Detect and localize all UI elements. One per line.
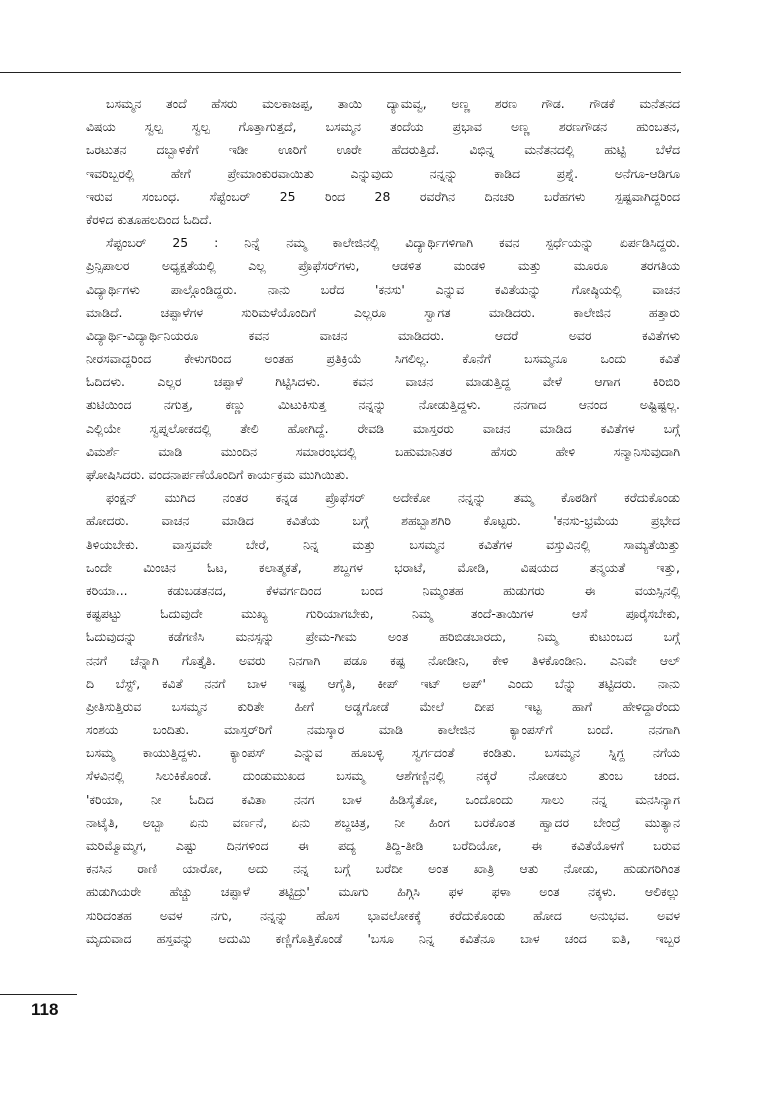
text-line: ದಿ ಬೆಸ್ಟ್, ಕವಿತೆ ನನಗೆ ಬಾಳ ಇಷ್ಟ ಆಗೈತಿ, ಕೀಪ್ ಇಟ್ ಅಪ್' ಎಂದು ಬೆನ್ನು ತಟ್ಟಿದರು. ನಾನು: [86, 675, 680, 691]
text-line: ಸಂಶಯ ಬಂದಿತು. ಮಾಸ್ತರ್‌ರಿಗೆ ನಮಸ್ಕಾರ ಮಾಡಿ ಕಾಲೇಜಿನ ಕ್ಯಾಂಪಸ್‌ಗೆ ಬಂದೆ. ನನಗಾಗಿ: [86, 722, 680, 738]
text-line: ಪ್ರೀತಿಸುತ್ತಿರುವ ಬಸಮ್ಮನ ಕುರಿತೇ ಹೀಗೆ ಅಡ್ಡಗೋಡೆ ಮೇಲೆ ದೀಪ ಇಟ್ಟ ಹಾಗೆ ಹೇಳಿದ್ದಾರೆಂದು: [86, 698, 680, 714]
text-line: ಬಸಮ್ಮ ಕಾಯುತ್ತಿದ್ದಳು. ಕ್ಯಾಂಪಸ್ ಎನ್ನುವ ಹೂಬಳ್ಳಿ ಸ್ವರ್ಗದಂತೆ ಕಂಡಿತು. ಬಸಮ್ಮನ ಸ್ನಿಗ್ದ ನಗೆಯ: [86, 745, 680, 761]
text-line: ತುಟಿಯಿಂದ ನಗುತ್ತ, ಕಣ್ಣು ಮಿಟುಕಿಸುತ್ತ ನನ್ನನ್ನು ನೋಡುತ್ತಿದ್ದಳು. ನನಗಾದ ಆನಂದ ಅಷ್ಟಿಷ್ಟಲ್ಲ.: [86, 397, 680, 413]
footer-rule: [0, 994, 77, 995]
text-line: ಕಷ್ಟಪಟ್ಟು ಓದುವುದೇ ಮುಖ್ಯ ಗುರಿಯಾಗಬೇಕು, ನಿಮ್ಮ ತಂದೆ-ತಾಯಿಗಳ ಆಸೆ ಪೂರೈಸಬೇಕು,: [86, 606, 680, 622]
text-line: ಘೋಷಿಸಿದರು. ವಂದನಾರ್ಪಣೆಯೊಂದಿಗೆ ಕಾರ್ಯಕ್ರಮ ಮುಗಿಯಿತು.: [86, 467, 349, 482]
text-line: ಒಂದೇ ಮಿಂಚಿನ ಓಟ, ಕಲಾತ್ಮಕತೆ, ಶಬ್ದಗಳ ಭರಾಟೆ, ಮೋಡಿ, ವಿಷಯದ ತನ್ಮಯತೆ ಇತ್ತು,: [86, 559, 680, 575]
text-line: ಕನಸಿನ ರಾಣಿ ಯಾರೋ, ಅದು ನನ್ನ ಬಗ್ಗೆ ಬರೆದೀ ಅಂತ ಖಾತ್ರಿ ಆತು ನೋಡು, ಹುಡುಗರಿಗಿಂತ: [86, 861, 680, 877]
text-line: ಮರಿಮ್ಮೊಮ್ಮಗ, ಎಷ್ಟು ದಿನಗಳಿಂದ ಈ ಪದ್ಯ ತಿದ್ದಿ-ತೀಡಿ ಬರೆದಿಯೋ, ಈ ಕವಿತೆಯೊಳಗೆ ಬರುವ: [86, 838, 680, 853]
text-line: ಸೆಪ್ಟಂಬರ್ 25 : ನಿನ್ನೆ ನಮ್ಮ ಕಾಲೇಜಿನಲ್ಲಿ ವಿದ್ಯಾರ್ಥಿಗಳಿಗಾಗಿ ಕವನ ಸ್ಪರ್ಧೆಯನ್ನು ಏರ್ಪಡಿಸಿದ್ದರು.: [106, 235, 680, 251]
text-line: ಓದಿದಳು. ಎಲ್ಲರ ಚಪ್ಪಾಳೆ ಗಿಟ್ಟಿಸಿದಳು. ಕವನ ವಾಚನ ಮಾಡುತ್ತಿದ್ದ ವೇಳೆ ಆಗಾಗ ಕಿರಿಬಿರಿ: [86, 374, 680, 390]
text-line: ಎಲ್ಲಿಯೇ ಸ್ವಪ್ನಲೋಕದಲ್ಲಿ ತೇಲಿ ಹೋಗಿದ್ದೆ. ರೇವಡಿ ಮಾಸ್ತರರು ವಾಚನ ಮಾಡಿದ ಕವಿತೆಗಳ ಬಗ್ಗೆ: [86, 420, 680, 436]
text-line: ಕರಿಯಾ... ಕಡುಬಡತನದ, ಕೆಳವರ್ಗದಿಂದ ಬಂದ ನಿಮ್ಮಂತಹ ಹುಡುಗರು ಈ ವಯಸ್ಸಿನಲ್ಲಿ: [86, 582, 680, 598]
text-line: ನನಗೆ ಚೆನ್ನಾಗಿ ಗೊತ್ತೈತಿ. ಅವರು ನಿನಗಾಗಿ ಪಡೂ ಕಷ್ಟ ನೋಡೀನಿ, ಕೇಳಿ ತಿಳಕೊಂಡೀನಿ. ಎನಿವೇ ಆಲ್: [86, 652, 680, 668]
top-rule: [0, 72, 681, 73]
text-line: ಒರಟುತನ ದಬ್ಬಾಳಿಕೆಗೆ ಇಡೀ ಊರಿಗೆ ಊರೇ ಹೆದರುತ್ತಿದೆ. ವಿಭಿನ್ನ ಮನೆತನದಲ್ಲಿ ಹುಟ್ಟಿ ಬೆಳೆದ: [86, 142, 680, 158]
text-line: ವಿಮರ್ಶೆ ಮಾಡಿ ಮುಂದಿನ ಸಮಾರಂಭದಲ್ಲಿ ಬಹುಮಾನಿತರ ಹೆಸರು ಹೇಳಿ ಸನ್ಮಾನಿಸುವುದಾಗಿ: [86, 443, 680, 459]
text-line: 'ಕರಿಯಾ, ನೀ ಓದಿದ ಕವಿತಾ ನನಗ ಬಾಳ ಹಿಡಿಸೈತೋ, ಒಂದೊಂದು ಸಾಲು ನನ್ನ ಮನಸಿನ್ಯಾಗ: [86, 791, 680, 807]
text-line: ಸುರಿದಂತಹ ಅವಳ ನಗು, ನನ್ನನ್ನು ಹೊಸ ಭಾವಲೋಕಕ್ಕೆ ಕರೆದುಕೊಂಡು ಹೋದ ಅನುಭವ. ಅವಳ: [86, 907, 680, 923]
text-line: ಕೆರಳಿದ ಕುತೂಹಲದಿಂದ ಓದಿದೆ.: [86, 211, 213, 227]
text-line: ವಿದ್ಯಾರ್ಥಿ-ವಿದ್ಯಾರ್ಥಿನಿಯರೂ ಕವನ ವಾಚನ ಮಾಡಿದರು. ಆದರೆ ಅವರ ಕವಿತೆಗಳು: [86, 327, 680, 343]
text-line: ಇವರಿಬ್ಬರಲ್ಲಿ ಹೇಗೆ ಪ್ರೇಮಾಂಕುರವಾಯಿತು ಎನ್ನುವುದು ನನ್ನನ್ನು ಕಾಡಿದ ಪ್ರಶ್ನೆ. ಅನೆಗೂ-ಆಡಿಗೂ: [86, 165, 680, 181]
text-line: ಇರುವ ಸಂಬಂಧ. ಸೆಪ್ಟೆಂಬರ್ 25 ರಿಂದ 28 ರವರೆಗಿನ ದಿನಚರಿ ಬರೆಹಗಳು ಸ್ಪಷ್ಟವಾಗಿದ್ದರಿಂದ: [86, 188, 680, 204]
text-line: ಮೃದುವಾದ ಹಸ್ತವನ್ನು ಅದುಮಿ ಕಣ್ಣಿಗೊತ್ತಿಕೊಂಡೆ 'ಬಸೂ ನಿನ್ನ ಕವಿತೆನೂ ಬಾಳ ಚಂದ ಐತಿ, ಇಬ್ಬರ: [86, 930, 680, 946]
text-line: ಪ್ರಿನ್ಸಿಪಾಲರ ಅಧ್ಯಕ್ಷತೆಯಲ್ಲಿ ಎಲ್ಲ ಪ್ರೊಫೆಸರ್‌ಗಳು, ಆಡಳಿತ ಮಂಡಳಿ ಮತ್ತು ಮೂರೂ ತರಗತಿಯ: [86, 258, 680, 274]
text-line: ಸೆಳವಿನಲ್ಲಿ ಸಿಲುಕಿಕೊಂಡೆ. ದುಂಡುಮುಖದ ಬಸಮ್ಮ ಆಶೆಗಣ್ಣಿನಲ್ಲಿ ನಕ್ಕರೆ ನೋಡಲು ತುಂಬ ಚಂದ.: [86, 768, 680, 784]
text-line: ವಿದ್ಯಾರ್ಥಿಗಳು ಪಾಲ್ಗೊಂಡಿದ್ದರು. ನಾನು ಬರೆದ 'ಕನಸು' ಎನ್ನುವ ಕವಿತೆಯನ್ನು ಗೋಷ್ಠಿಯಲ್ಲಿ ವಾಚನ: [86, 281, 680, 297]
text-line: ಹುಡುಗಿಯರೇ ಹೆಚ್ಚು ಚಪ್ಪಾಳೆ ತಟ್ಟಿದ್ರು' ಮೂಗು ಹಿಗ್ಗಿಸಿ ಫಳ ಫಳಾ ಅಂತ ನಕ್ಕಳು. ಆಲಿಕಲ್ಲು: [86, 884, 680, 900]
text-line: ಮಾಡಿದೆ. ಚಪ್ಪಾಳೆಗಳ ಸುರಿಮಳೆಯೊಂದಿಗೆ ಎಲ್ಲರೂ ಸ್ವಾಗತ ಮಾಡಿದರು. ಕಾಲೇಜಿನ ಹತ್ತಾರು: [86, 304, 680, 320]
page-body: [86, 92, 680, 973]
text-line: ಫಂಕ್ಷನ್ ಮುಗಿದ ನಂತರ ಕನ್ನಡ ಪ್ರೊಫೆಸರ್ ಅದೇಕೋ ನನ್ನನ್ನು ತಮ್ಮ ಕೊಠಡಿಗೆ ಕರೆದುಕೊಂಡು: [106, 490, 680, 506]
text-line: ಹೋದರು. ವಾಚನ ಮಾಡಿದ ಕವಿತೆಯ ಬಗ್ಗೆ ಶಹಬ್ಬಾಶಗಿರಿ ಕೊಟ್ಟರು. 'ಕನಸು-ಭ್ರಮೆಯ ಪ್ರಭೇದ: [86, 513, 680, 529]
page-number: 118: [31, 1000, 59, 1019]
text-line: ತಿಳಿಯಬೇಕು. ವಾಸ್ತವವೇ ಬೇರೆ, ನಿನ್ನ ಮತ್ತು ಬಸಮ್ಮನ ಕವಿತೆಗಳ ವಸ್ತುವಿನಲ್ಲಿ ಸಾಮ್ಯತೆಯಿತ್ತು: [86, 536, 680, 552]
text-line: ಬಸಮ್ಮನ ತಂದೆ ಹೆಸರು ಮಲಕಾಜಪ್ಪ, ತಾಯಿ ದ್ಯಾಮವ್ವ, ಅಣ್ಣ ಶರಣ ಗೌಡ. ಗೌಡಕೆ ಮನೆತನದ: [106, 96, 680, 111]
text-line: ಓದುವುದನ್ನು ಕಡೆಗಣಿಸಿ ಮನಸ್ಸನ್ನು ಪ್ರೇಮ-ಗೀಮ ಅಂತ ಹರಿಬಿಡಬಾರದು, ನಿಮ್ಮ ಕುಟುಂಬದ ಬಗ್ಗೆ: [86, 629, 680, 645]
text-line: ನೀರಸವಾದ್ದರಿಂದ ಕೇಳುಗರಿಂದ ಅಂತಹ ಪ್ರತಿಕ್ರಿಯೆ ಸಿಗಲಿಲ್ಲ. ಕೊನೆಗೆ ಬಸಮ್ಮನೂ ಒಂದು ಕವಿತೆ: [86, 351, 680, 367]
text-line: ವಿಷಯ ಸ್ವಲ್ಪ ಸ್ವಲ್ಪ ಗೊತ್ತಾಗುತ್ತದೆ, ಬಸಮ್ಮನ ತಂದೆಯ ಪ್ರಭಾವ ಅಣ್ಣ ಶರಣಗೌಡನ ಹುಂಬತನ,: [86, 119, 680, 135]
text-line: [86, 950, 680, 973]
text-line: ನಾಟೈತಿ, ಅಬ್ಬಾ ಏನು ವರ್ಣನೆ, ಏನು ಶಬ್ದಚಿತ್ರ, ನೀ ಹಿಂಗ ಬರಕೊಂತ ಹ್ವಾದರ ಬೇಂದ್ರೆ ಮುತ್ಯಾನ: [86, 814, 680, 830]
